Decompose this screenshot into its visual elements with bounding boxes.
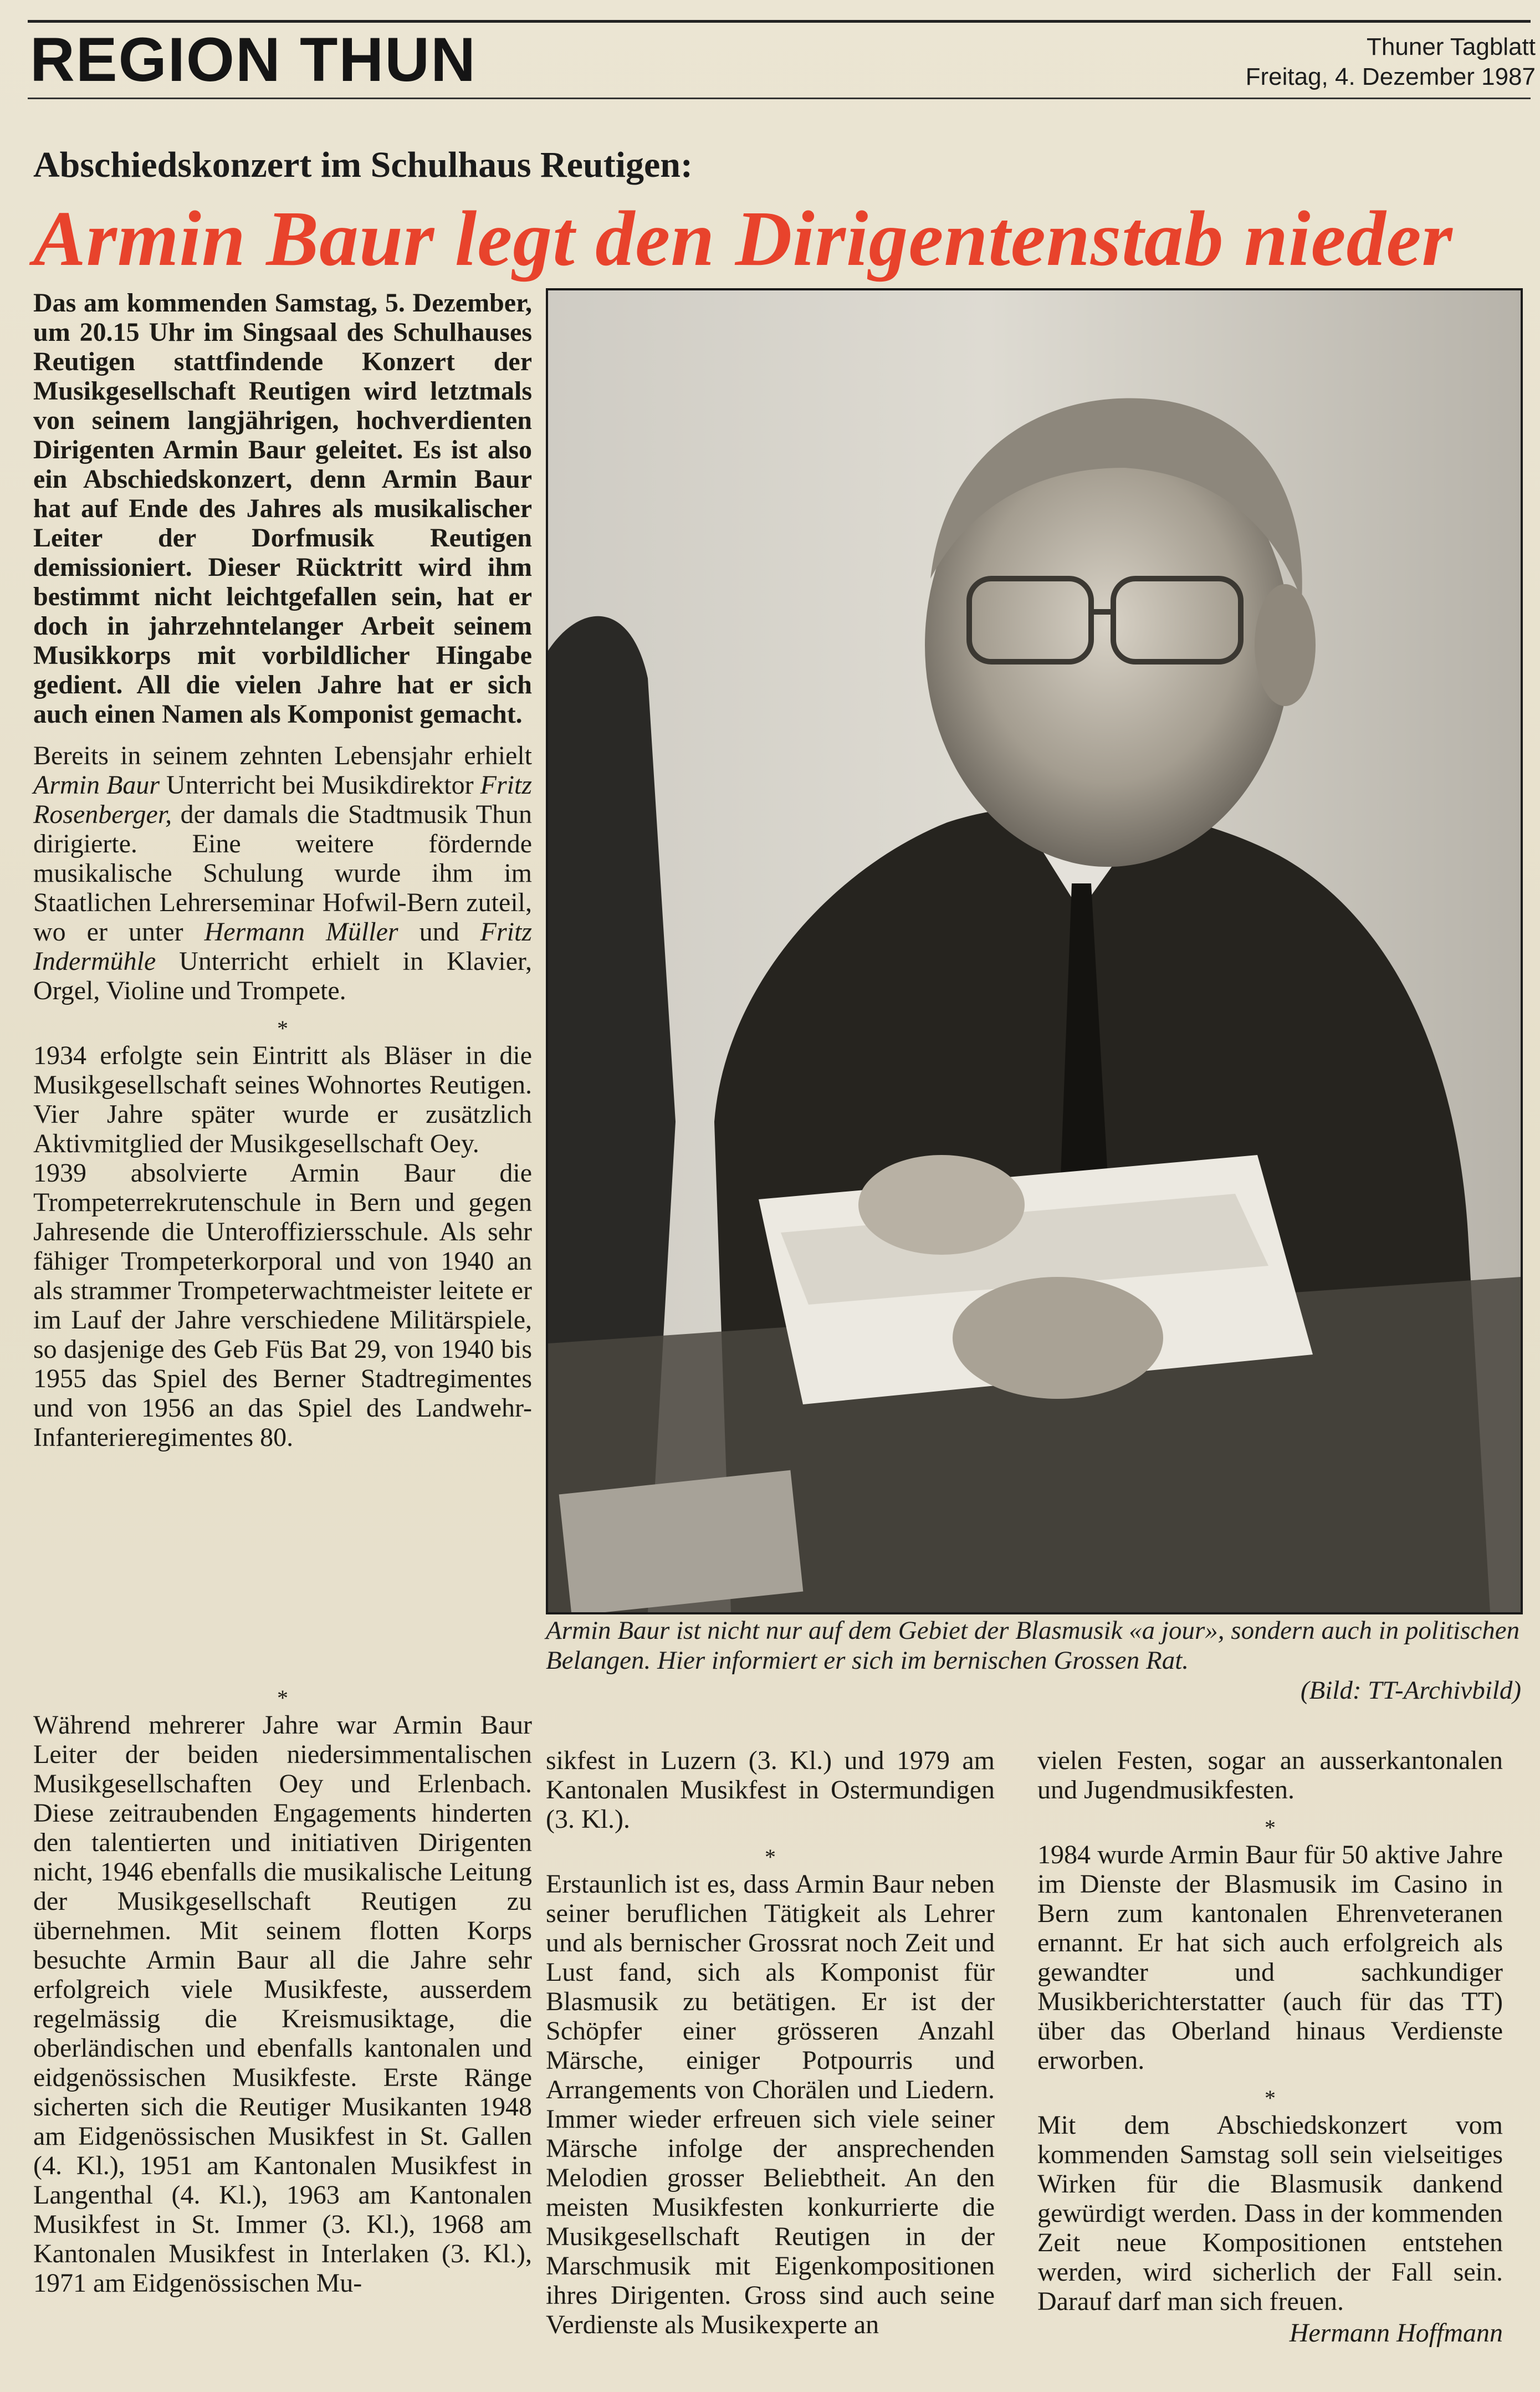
paragraph-5: Erstaunlich ist es, dass Armin Baur neben seiner beruflichen Tätigkeit als Lehrer und als bernischer Grossrat noch Zeit und Lust fand, sich als Komponist für Blasmusik zu betätigen. Er ist der Schöpfer einer grösseren Anzahl Märsche, einiger Potpourris und Arrangements von Chorälen und Liedern. Immer wieder erfreuen sich viele seiner Märsche infolge der ansprechenden Melodien grosser Beliebtheit. An den meisten Musikfesten konkurrierte die Musikgesellschaft Reutigen in der Marschmusik mit Eigenkompositionen ihres Dirigenten. Gross sind auch seine Verdienste als Musikexperte an [546,1869,995,2339]
photo-credit: (Bild: TT-Archivbild) [1300,1676,1521,1705]
separator-star: * [765,1844,776,1869]
separator-star: * [277,1685,288,1710]
issue-date: Freitag, 4. Dezember 1987 [1245,63,1536,90]
paragraph-2: 1934 erfolgte sein Eintritt als Bläser in die Musikgesellschaft seines Wohnortes Reutigen. Vier Jahre später wurde er zusätzlich Aktivmitglied der Musikgesellschaft Oey. [33,1041,532,1158]
paragraph-7: Mit dem Abschiedskonzert vom kommenden Samstag soll sein vielseitiges Wirken für die Blasmusik dankend gewürdigt werden. Dass in der kommenden Zeit neue Kompositionen entstehen werden, wird sicherlich der Fall sein. Darauf darf man sich freuen. [1037,2110,1503,2316]
top-rule [28,20,1531,23]
separator-star: * [1265,1815,1276,1840]
caption-text: Armin Baur ist nicht nur auf dem Gebiet der Blasmusik «a jour», sondern auch in politischen Belangen. Hier informiert er sich im bernischen Grossen Rat. [546,1616,1520,1675]
paragraph-1: Bereits in seinem zehnten Lebensjahr erhielt Armin Baur Unterricht bei Musikdirektor Fritz Rosenberger, der damals die Stadtmusik Thun dirigierte. Eine weitere fördernde musikalische Schulung wurde ihm im Staatlichen Lehrerseminar Hofwil-Bern zuteil, wo er unter Hermann Müller und Fritz Indermühle Unterricht erhielt in Klavier, Orgel, Violine und Trompete. [33,741,533,1005]
photo-illustration [548,290,1521,1612]
photo-caption [546,1616,1521,1705]
lead-paragraph: Das am kommenden Samstag, 5. Dezember, um 20.15 Uhr im Singsaal des Schulhauses Reutigen stattfindende Konzert der Musikgesellschaft Reutigen wird letztmals von seinem langjährigen, hochverdienten Dirigenten Armin Baur geleitet. Es ist also ein Abschiedskonzert, denn Armin Baur hat auf Ende des Jahres als musikalischer Leiter der Dorfmusik Reutigen demissioniert. Dieser Rücktritt wird ihm bestimmt nicht leichtgefallen sein, hat er doch in jahrzehntelanger Arbeit seinem Musikkorps mit vorbildlicher Hingabe gedient. All die vielen Jahre hat er sich auch einen Namen als Komponist gemacht. [33,288,532,729]
paragraph-4: Während mehrerer Jahre war Armin Baur Leiter der beiden niedersimmentalischen Musikgesellschaften Oey und Erlenbach. Diese zeitraubenden Engagements hinderten den talentierten und initiativen Dirigenten nicht, 1946 ebenfalls die musikalische Leitung der Musikgesellschaft Reutigen zu übernehmen. Mit seinem flotten Korps besuchte Armin Baur all die Jahre sehr erfolgreich viele Musikfeste, ausserdem regelmässig die Kreismusiktage, die oberländischen und ebenfalls kantonalen und eidgenössischen Musikfeste. Erste Ränge sicherten sich die Reutiger Musikanten 1948 am Eidgenössischen Musikfest in St. Gallen (4. Kl.), 1951 am Kantonalen Musikfest in Langenthal (4. Kl.), 1963 am Kantonalen Musikfest in St. Immer (3. Kl.), 1968 am Kantonalen Musikfest in Interlaken (3. Kl.), 1971 am Eidgenössischen Mu- [33,1710,532,2298]
paper-name: Thuner Tagblatt [1367,33,1536,60]
section-title: REGION THUN [30,25,477,94]
column-right [1037,1746,1503,2348]
paragraph-5-continued: vielen Festen, sogar an ausserkantonalen und Jugendmusikfesten. [1037,1746,1503,1805]
column-left-bottom [33,1685,532,2310]
paragraph-4-continued: sikfest in Luzern (3. Kl.) und 1979 am Kantonalen Musikfest in Ostermundigen (3. Kl.). [546,1746,995,1834]
author-signature: Hermann Hoffmann [1289,2318,1503,2348]
masthead-info [1246,32,1536,91]
article-headline: Armin Baur legt den Dirigentenstab nieder [33,195,1453,282]
paragraph-3: 1939 absolvierte Armin Baur die Trompeterrekrutenschule in Bern und gegen Jahresende die Unteroffiziersschule. Als sehr fähiger Trompeterkorporal und von 1940 an als strammer Trompeterwachtmeister leitete er im Lauf der Jahre verschiedene Militärspiele, so dasjenige des Geb Füs Bat 29, von 1940 bis 1955 das Spiel des Berner Stadtregimentes und von 1956 an das Spiel des Landwehr-Infanterieregimentes 80. [33,1158,532,1452]
separator-star: * [277,1016,288,1041]
header-rule [28,98,1531,99]
article-kicker: Abschiedskonzert im Schulhaus Reutigen: [33,145,693,185]
paragraph-6: 1984 wurde Armin Baur für 50 aktive Jahre im Dienste der Blasmusik im Casino in Bern zum kantonalen Ehrenveteranen ernannt. Er hat sich auch erfolgreich als gewandter und sachkundiger Musikberichterstatter (auch für das TT) über das Oberland hinaus Verdienste erworben. [1037,1840,1503,2075]
column-middle [546,1746,995,2352]
column-left-top [33,288,532,1464]
separator-star: * [1265,2086,1276,2110]
article-photo [546,288,1523,1614]
